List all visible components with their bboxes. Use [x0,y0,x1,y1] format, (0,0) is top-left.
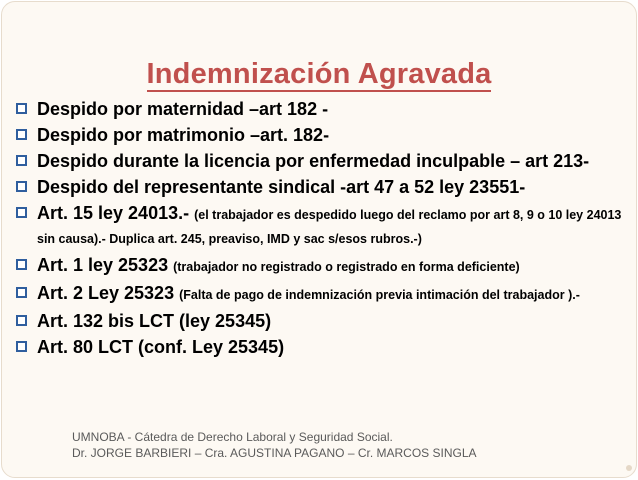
item-text: Despido por matrimonio –art. 182- [37,125,330,145]
item-text: Despido durante la licencia por enfermedad inculpable – art 213- [37,151,590,171]
footer-line-2: Dr. JORGE BARBIERI – Cra. AGUSTINA PAGANO – Cr. MARCOS SINGLA [72,446,477,460]
item-text: Art. 15 ley 24013.- [37,203,190,223]
square-bullet-icon [16,103,27,114]
square-bullet-icon [16,341,27,352]
item-text: Despido del representante sindical -art 47 a 52 ley 23551- [37,177,526,197]
item-text: Art. 132 bis LCT (ley 25345) [37,311,272,331]
corner-dot [626,465,632,471]
square-bullet-icon [16,259,27,270]
list-item [12,124,628,146]
list-item [12,282,628,306]
item-detail: (Falta de pago de indemnización previa intimación del trabajador ).- [179,288,580,302]
list-item [12,150,628,172]
item-text: Art. 80 LCT (conf. Ley 25345) [37,337,285,357]
item-text: Art. 2 Ley 25323 [37,283,175,303]
slide-title: Indemnización Agravada [146,58,492,90]
slide [1,1,637,478]
list-item [12,254,628,278]
list-item [12,202,628,250]
item-text: Art. 1 ley 25323 [37,255,169,275]
list-item [12,310,628,332]
list-item [12,336,628,358]
square-bullet-icon [16,287,27,298]
square-bullet-icon [16,129,27,140]
list-item [12,98,628,120]
square-bullet-icon [16,207,27,218]
bullet-list [12,98,628,362]
square-bullet-icon [16,315,27,326]
item-text: Despido por maternidad –art 182 - [37,99,329,119]
square-bullet-icon [16,155,27,166]
item-detail: (trabajador no registrado o registrado en forma deficiente) [173,260,520,274]
list-item [12,176,628,198]
square-bullet-icon [16,181,27,192]
item-detail: (el trabajador es despedido luego del reclamo por art 8, 9 o 10 ley 24013 sin causa).- Duplica art. 245, preaviso, IMD y sac s/esos rubros.-) [37,208,622,246]
slide-footer [72,429,477,461]
footer-line-1: UMNOBA - Cátedra de Derecho Laboral y Seguridad Social. [72,430,393,444]
